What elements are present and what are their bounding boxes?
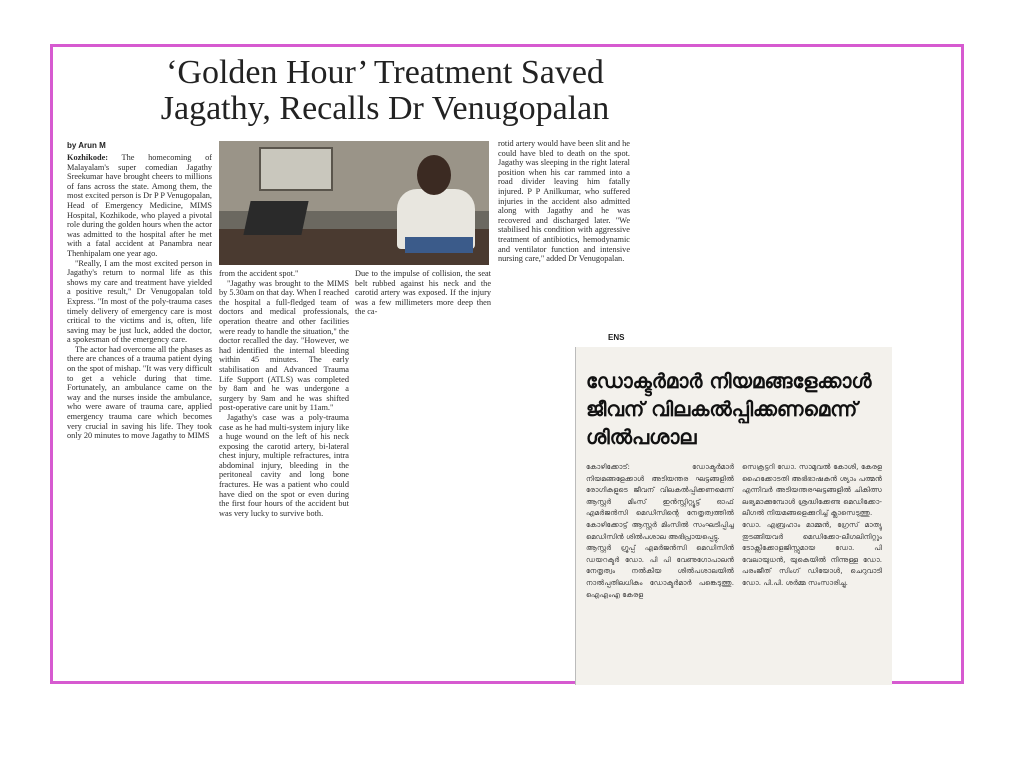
clipping-col1-para-2: ആസ്റ്റർ ഗ്രൂപ്പ് എമർജൻസി മെഡിസിൻ ഡയറക്ടർ ഡോ. പി പി വേണുഗോപാലൻ നേതൃത്വം നൽകിയ ശിൽപശാലയിൽ നാൽപ്പതിലധികം ഡോക്ടർമാർ പങ്കെടുത്തു. ഐഎംഎ കേരള	[586, 543, 734, 599]
headline-line-1: ‘Golden Hour’ Treatment Saved	[166, 54, 604, 91]
clipping-col2-para-1: സെക്രട്ടറി ഡോ. സാമുവൽ കോശി, കേരള ഹൈക്കോടതി അഭിഭാഷകൻ ശ്യാം പത്മൻ എന്നിവർ അടിയന്തരഘട്ടങ്ങളിൽ ചികിത്സ ലഭ്യമാക്കുമ്പോൾ ശ്രദ്ധിക്കേണ്ട മെഡിക്കോ-ലീഗൽ നിയമങ്ങളെക്കുറിച്ച് ക്ലാസെടുത്തു.	[742, 462, 882, 518]
column-4-para-1: rotid artery would have been slit and he could have bled to death on the spot. Jagathy was sleeping in the right lateral position when his car rammed into a road divider leaving him fatally injured. P P Anilkumar, who suffered injuries in the accident also admitted along with Jagathy and he was recovered and discharged later. "We stabilised his condition with aggressive treatment of antibiotics, hemodynamic and ventilator function and intensive nursing care," added Dr Venugopalan.	[498, 139, 630, 264]
byline: by Arun M	[67, 141, 106, 150]
doctor-photo	[219, 141, 489, 265]
column-2-para-1: from the accident spot."	[219, 269, 299, 278]
clipping-col2-para-2: ഡോ. എബ്രഹാം മാമ്മൻ, ഗ്രേസ് മാത്യു തുടങ്ങിയവർ മെഡിക്കോ-ലീഗലിനിറ്റും ടോക്സിക്കോളജിസ്റ്റുമായ ഡോ. പി വേലായുധൻ, യുകെയിൽ നിന്നുള്ള ഡോ. പരംജീത് സിംഗ് ഡിയോൾ, ചെറുവാടി ഡോ. പി.പി. ശർമ്മ സംസാരിച്ചു.	[742, 519, 882, 587]
article-column-2	[219, 269, 349, 673]
column-1-para-3: The actor had overcome all the phases as there are chances of a trauma patient dying on the spot of mishap. "It was very difficult to get a vehicle during that time. Fortunately, an ambulance came on the way and the nurses inside the ambulance, who were aware of trauma care, applied emergency trauma care which becomes very crucial in saving his life. They took only 20 minutes to move Jagathy to MIMS	[67, 344, 212, 441]
article-column-3	[355, 269, 491, 339]
column-1-para-1	[67, 153, 212, 259]
photo-laptop	[243, 201, 308, 235]
source-tag: ENS	[608, 333, 625, 342]
clipping-column-1	[586, 461, 734, 683]
article-column-4	[498, 139, 630, 339]
dateline: Kozhikode:	[67, 153, 109, 162]
column-1-para-1-text: The homecoming of Malayalam's super comedian Jagathy Sreekumar have brought cheers to millions of fans across the state. Among them, the most excited person is Dr P P Venugopalan, Head of Emergency Medicine, MIMS Hospital, Kozhikode, who played a pivotal role during the golden hours when the actor was admitted to the hospital after he met with a fatal accident at Panambra near Thenhipalam one year ago.	[67, 153, 212, 258]
photo-doctor-head	[417, 155, 451, 195]
column-2-para-3: Jagathy's case was a poly-trauma case as he had multi-system injury like a huge wound on the left of his neck exposing the carotid artery, bi-lateral chest injury, multiple refractures, intra abdominal injury, bleeding in the peritoneal cavity and long bone fractures. He was a patient who could have died on the spot or even during the first four hours of the accident but was very lucky to survive both.	[219, 412, 349, 518]
article-column-1	[67, 153, 212, 673]
clipping-col1-para-1: കോഴിക്കോട്: ഡോക്ടർമാർ നിയമങ്ങളേക്കാൾ അടിയന്തര ഘട്ടങ്ങളിൽ രോഗികളുടെ ജീവന് വിലകൽപ്പിക്കണമെന്ന് ആസ്റ്റർ മിംസ് ഇൻസ്റ്റിറ്റ്യൂട്ട് ഓഫ് എമർജൻസി മെഡിസിന്റെ നേതൃത്വത്തിൽ കോഴിക്കോട്ട് ആസ്റ്റർ മിംസിൽ സംഘടിപ്പിച്ച മെഡിസിൻ ശിൽപശാല അഭിപ്രായപ്പെട്ടു.	[586, 462, 734, 541]
article-headline	[105, 55, 665, 127]
photo-window	[259, 147, 333, 191]
malayalam-clipping	[575, 347, 892, 685]
clipping-column-2	[742, 461, 882, 683]
photo-book	[405, 237, 473, 253]
clipping-headline: ഡോക്ടർമാർ നിയമങ്ങളേക്കാൾ ജീവന് വിലകൽപ്പിക്കണമെന്ന് ശിൽപശാല	[586, 369, 872, 449]
column-2-para-2: "Jagathy was brought to the MIMS by 5.30am on that day. When I reached the hospital a full-fledged team of doctors and medical professionals, operation theatre and other facilities were ready to handle the situation," the doctor recalled the day. "However, we had identified the internal bleeding within 45 minutes. The early stabilisation and Advanced Trauma Life Support (ATLS) was completed by 8am and he was undergone a surgery by 9am and he was shifted post-operative care unit by 11am."	[219, 278, 349, 413]
column-3-para-1: Due to the impulse of collision, the seat belt rubbed against his neck and the carotid artery was exposed. If the injury was a few millimeters more deep then the ca-	[355, 269, 491, 317]
column-1-para-2: "Really, I am the most excited person in Jagathy's return to normal life as this shows my care and treatment have yielded a positive result," Dr Venugopalan told Express. "In most of the poly-trauma cases timely delivery of emergency care is most critical to the victims and is, often, life saving may be just luck, added the doctor, a spokesman of the emergency care.	[67, 258, 212, 345]
article-frame	[50, 44, 964, 684]
headline-line-2: Jagathy, Recalls Dr Venugopalan	[160, 90, 610, 127]
